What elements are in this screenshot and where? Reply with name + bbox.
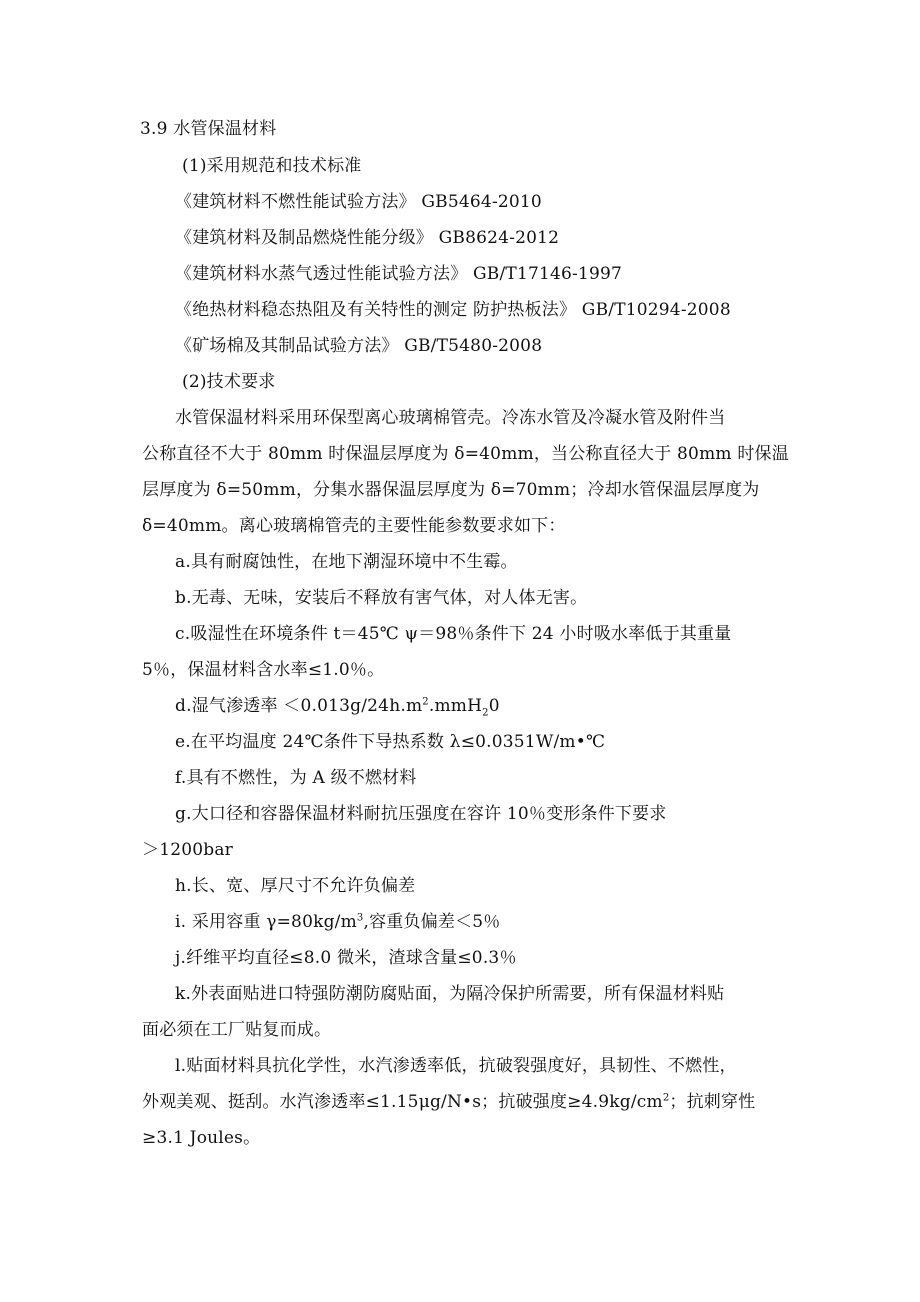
requirement-d-text: d.湿气渗透率 ＜0.013g/24h.m — [175, 696, 423, 716]
requirement-i — [175, 911, 501, 933]
requirement-l-text-end: ；抗刺穿性 — [669, 1092, 756, 1112]
intro-paragraph-line: δ=40mm。离心玻璃棉管壳的主要性能参数要求如下： — [142, 516, 566, 536]
requirement-g-line2: ＞1200bar — [142, 840, 234, 860]
requirement-d-superscript: 2 — [422, 696, 429, 708]
requirement-c-line2: 5％，保温材料含水率≤1.0％。 — [142, 660, 385, 680]
section-heading: 3.9 水管保温材料 — [140, 119, 277, 139]
requirement-i-text-end: ,容重负偏差＜5％ — [363, 912, 501, 932]
intro-paragraph-line: 公称直径不大于 80mm 时保温层厚度为 δ=40mm，当公称直径大于 80mm 时保温 — [142, 444, 789, 464]
requirement-d-subscript: 2 — [482, 707, 489, 719]
requirement-e: e.在平均温度 24℃条件下导热系数 λ≤0.0351W/m•℃ — [175, 732, 606, 752]
subsection-requirements-heading: (2)技术要求 — [182, 372, 276, 392]
requirement-f: f.具有不燃性，为 A 级不燃材料 — [175, 768, 417, 788]
requirement-b: b.无毒、无味，安装后不释放有害气体，对人体无害。 — [175, 588, 588, 608]
requirement-h: h.长、宽、厚尺寸不允许负偏差 — [175, 876, 416, 896]
requirement-l-line3: ≥3.1 Joules。 — [142, 1128, 261, 1148]
standard-item: 《绝热材料稳态热阻及有关特性的测定 防护热板法》 GB/T10294-2008 — [175, 300, 731, 320]
requirement-d-text-end: 0 — [488, 696, 500, 716]
requirement-c-line1: c.吸湿性在环境条件 t＝45℃ ψ＝98％条件下 24 小时吸水率低于其重量 — [175, 624, 732, 644]
requirement-i-superscript: 3 — [356, 912, 364, 924]
standard-item: 《建筑材料不燃性能试验方法》 GB5464-2010 — [175, 192, 542, 212]
requirement-k-line1: k.外表面贴进口特强防潮防腐贴面，为隔冷保护所需要，所有保温材料贴 — [175, 984, 725, 1004]
requirement-l-line1: l.贴面材料具抗化学性，水汽渗透率低，抗破裂强度好，具韧性、不燃性， — [175, 1056, 737, 1076]
subsection-standards-heading: (1)采用规范和技术标准 — [182, 156, 362, 176]
intro-paragraph-line: 水管保温材料采用环保型离心玻璃棉管壳。冷冻水管及冷凝水管及附件当 — [175, 408, 726, 428]
requirement-l-superscript: 2 — [662, 1092, 670, 1104]
intro-paragraph-line: 层厚度为 δ=50mm，分集水器保温层厚度为 δ=70mm；冷却水管保温层厚度为 — [142, 480, 760, 500]
standard-item: 《建筑材料水蒸气透过性能试验方法》 GB/T17146-1997 — [175, 264, 623, 284]
requirement-a: a.具有耐腐蚀性，在地下潮湿环境中不生霉。 — [175, 552, 518, 572]
standard-item: 《建筑材料及制品燃烧性能分级》 GB8624-2012 — [175, 228, 560, 248]
requirement-d — [175, 695, 500, 717]
requirement-l-text: 外观美观、挺刮。水汽渗透率≤1.15μg/N•s；抗破强度≥4.9kg/cm — [142, 1092, 663, 1112]
standard-item: 《矿场棉及其制品试验方法》 GB/T5480-2008 — [175, 336, 543, 356]
requirement-d-text-mid: .mmH — [428, 696, 483, 716]
requirement-l-line2 — [142, 1091, 755, 1113]
requirement-i-text: i. 采用容重 γ=80kg/m — [175, 912, 357, 932]
requirement-k-line2: 面必须在工厂贴复而成。 — [142, 1020, 332, 1040]
requirement-g-line1: g.大口径和容器保温材料耐抗压强度在容许 10％变形条件下要求 — [175, 804, 667, 824]
requirement-j: j.纤维平均直径≤8.0 微米，渣球含量≤0.3％ — [175, 948, 517, 968]
